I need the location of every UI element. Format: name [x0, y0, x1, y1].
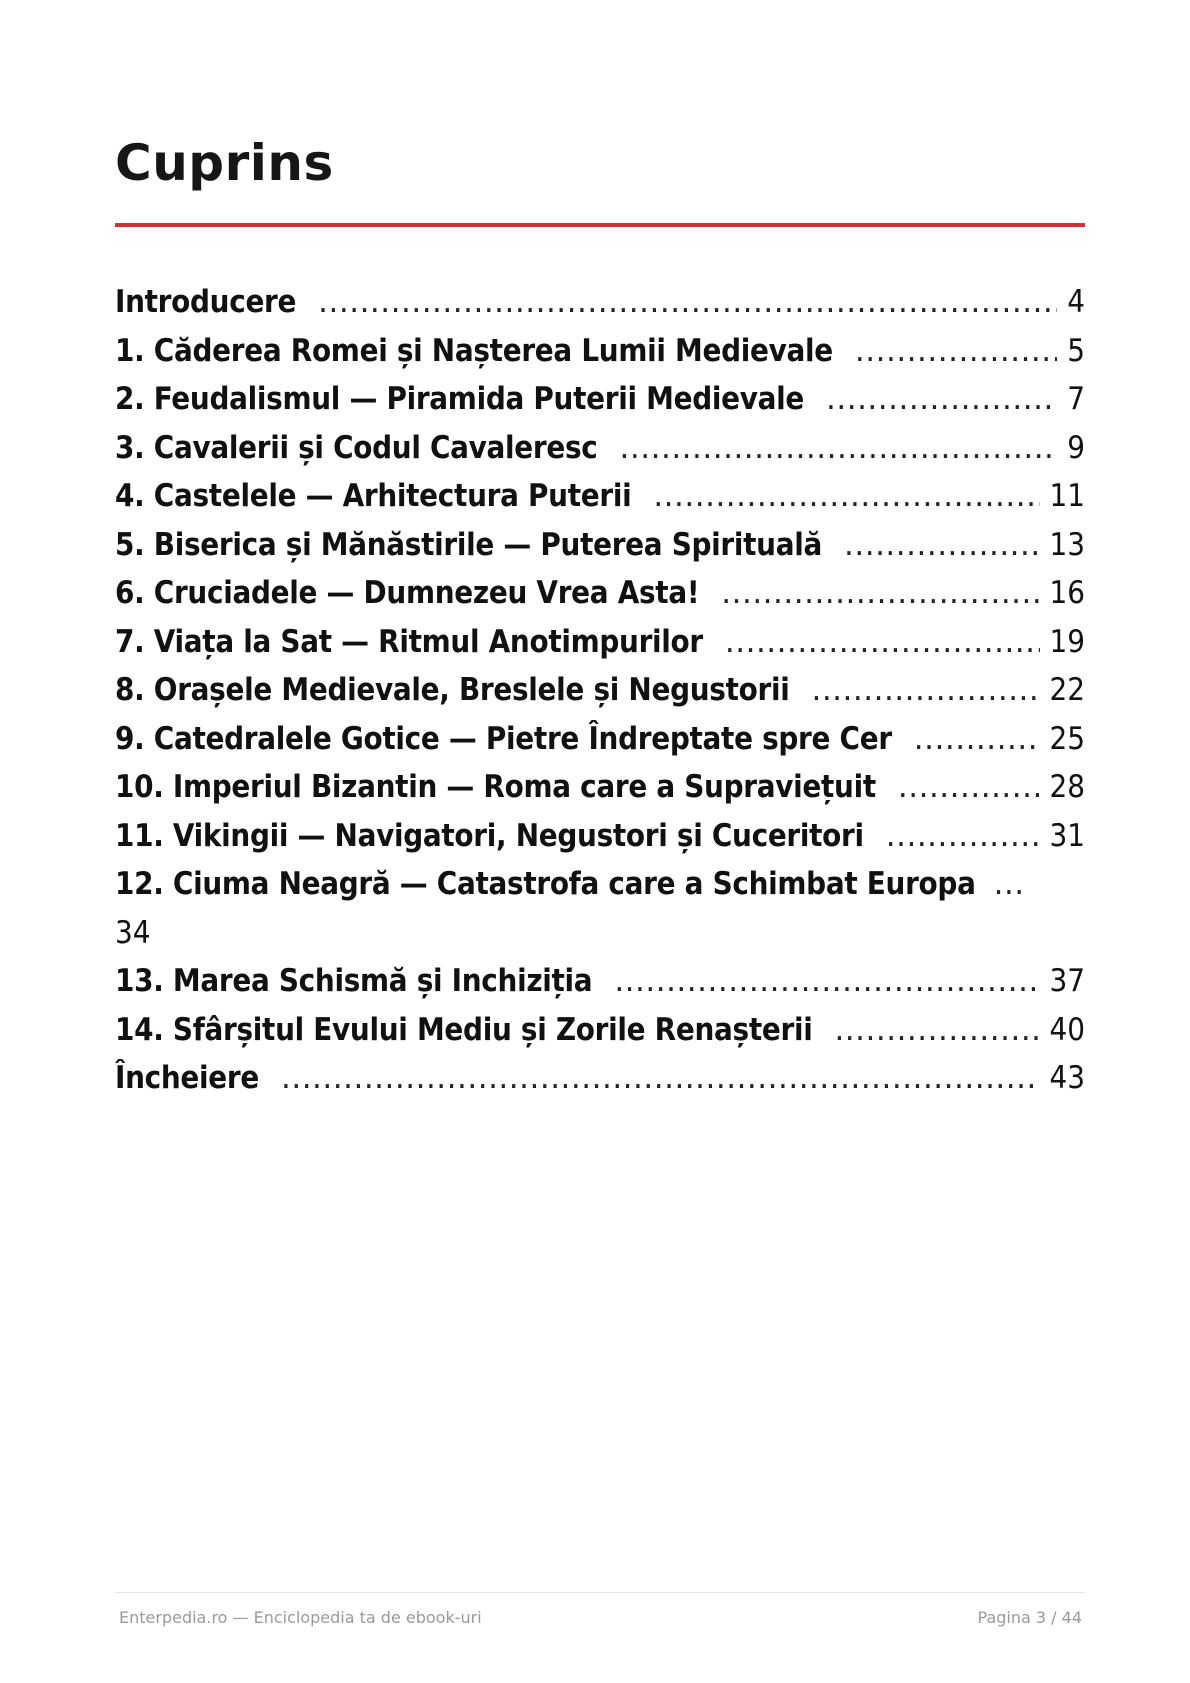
toc-dot-leader [725, 618, 1040, 667]
toc-dot-leader [844, 521, 1040, 570]
toc-entry-label: 9. Catedralele Gotice — Pietre Îndreptate spre Cer [115, 720, 892, 757]
toc-entry-chapter-13[interactable] [115, 957, 1085, 1006]
toc-entry-page-number: 16 [1049, 575, 1085, 611]
toc-entry-label: 2. Feudalismul — Piramida Puterii Medievale [115, 381, 805, 417]
toc-entry-incheiere[interactable] [115, 1054, 1085, 1103]
toc-entry-chapter-1[interactable] [115, 327, 1085, 376]
toc-dot-leader [826, 375, 1057, 424]
toc-entry-page-number: 34 [115, 914, 151, 951]
toc-dot-leader [994, 860, 1022, 909]
toc-entry-chapter-9[interactable] [115, 715, 1085, 764]
toc-entry-page-number: 9 [1067, 429, 1085, 466]
toc-entry-chapter-5[interactable] [115, 521, 1085, 570]
toc-entry-page-number: 19 [1049, 623, 1085, 660]
toc-entry-label: 11. Vikingii — Navigatori, Negustori și Cuceritori [115, 817, 864, 854]
toc-dot-leader [898, 763, 1040, 812]
toc-entry-page-number: 43 [1049, 1060, 1085, 1096]
toc-dot-leader [834, 1006, 1039, 1055]
toc-entry-page-number: 7 [1067, 381, 1085, 417]
toc-entry-label: 8. Orașele Medievale, Breslele și Negustorii [115, 672, 790, 708]
toc-dot-leader [620, 424, 1058, 473]
toc-entry-chapter-4[interactable] [115, 472, 1085, 521]
toc-entry-label: Introducere [115, 284, 297, 320]
toc-dot-leader [855, 327, 1057, 376]
toc-dot-leader [614, 957, 1039, 1006]
toc-entry-label: 12. Ciuma Neagră — Catastrofa care a Schimbat Europa [115, 866, 976, 902]
toc-entry-chapter-2[interactable] [115, 375, 1085, 424]
toc-entry-page-number: 5 [1067, 332, 1085, 369]
footer-divider [115, 1592, 1085, 1593]
toc-entry-label: 7. Viața la Sat — Ritmul Anotimpurilor [115, 623, 703, 660]
footer-page-indicator: Pagina 3 / 44 [977, 1608, 1082, 1627]
toc-entry-label: 14. Sfârșitul Evului Mediu și Zorile Renașterii [115, 1011, 813, 1048]
toc-entry-page-number: 28 [1049, 769, 1085, 805]
title-divider [115, 223, 1085, 227]
toc-entry-chapter-8[interactable] [115, 666, 1085, 715]
toc-entry-label: 6. Cruciadele — Dumnezeu Vrea Asta! [115, 575, 700, 611]
toc-entry-page-number: 22 [1049, 672, 1085, 708]
page-title: Cuprins [115, 134, 334, 192]
toc-entry-page-number: 11 [1049, 478, 1085, 514]
toc-entry-page-number: 31 [1049, 817, 1085, 854]
toc-entry-page-number: 37 [1049, 963, 1085, 999]
footer-site-name: Enterpedia.ro — Enciclopedia ta de ebook-uri [119, 1608, 482, 1627]
toc-dot-leader [318, 278, 1057, 327]
toc-entry-label: 5. Biserica și Mănăstirile — Puterea Spirituală [115, 526, 823, 563]
toc-entry-chapter-11[interactable] [115, 812, 1085, 861]
toc-entry-chapter-12[interactable] [115, 860, 1085, 957]
toc-entry-label: 1. Căderea Romei și Nașterea Lumii Medievale [115, 332, 833, 369]
toc-entry-page-number: 4 [1067, 284, 1085, 320]
toc-entry-label: 3. Cavalerii și Codul Cavaleresc [115, 429, 598, 466]
toc-dot-leader [721, 569, 1039, 618]
toc-entry-chapter-6[interactable] [115, 569, 1085, 618]
toc-entry-label: 10. Imperiul Bizantin — Roma care a Supraviețuit [115, 769, 876, 805]
table-of-contents [115, 278, 1085, 1103]
toc-entry-page-number: 40 [1049, 1011, 1085, 1048]
toc-entry-label: 13. Marea Schismă și Inchiziția [115, 963, 593, 999]
toc-entry-page-number: 13 [1049, 526, 1085, 563]
toc-entry-label: Încheiere [115, 1060, 259, 1096]
toc-entry-chapter-10[interactable] [115, 763, 1085, 812]
toc-dot-leader [811, 666, 1039, 715]
toc-dot-leader [886, 812, 1040, 861]
toc-dot-leader [653, 472, 1039, 521]
toc-entry-introducere[interactable] [115, 278, 1085, 327]
toc-entry-chapter-7[interactable] [115, 618, 1085, 667]
toc-entry-chapter-3[interactable] [115, 424, 1085, 473]
toc-dot-leader [914, 715, 1040, 764]
toc-dot-leader [281, 1054, 1040, 1103]
toc-entry-page-number: 25 [1049, 720, 1085, 757]
toc-entry-label: 4. Castelele — Arhitectura Puterii [115, 478, 632, 514]
toc-entry-chapter-14[interactable] [115, 1006, 1085, 1055]
